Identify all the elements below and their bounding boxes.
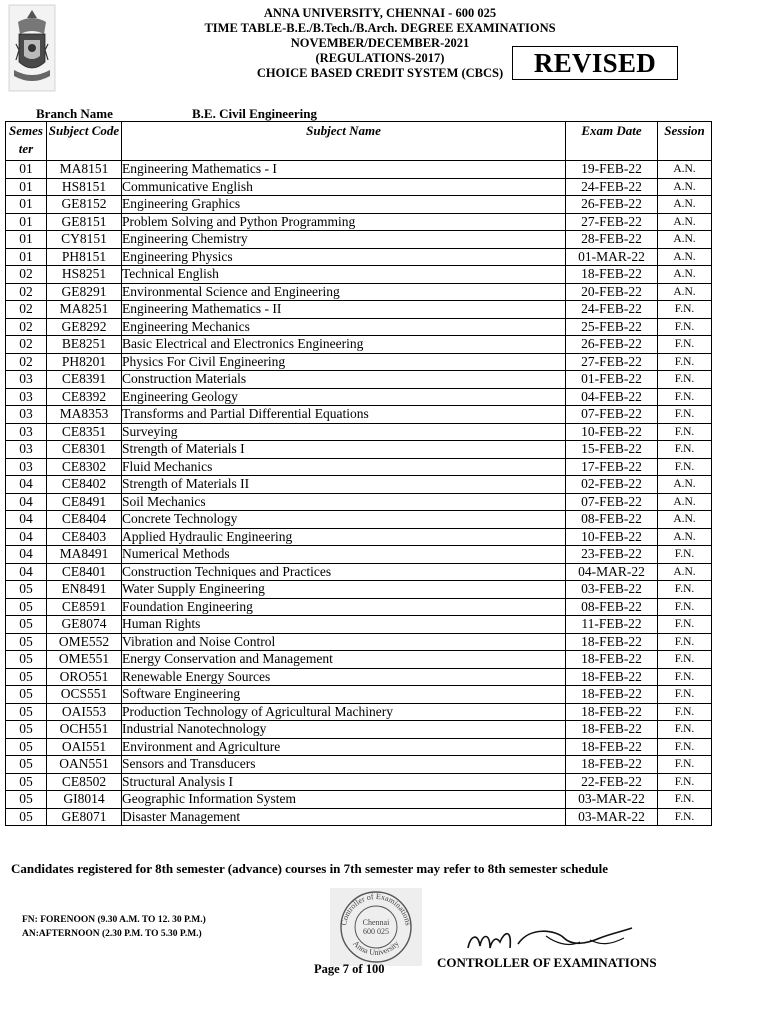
table-row [6,668,712,686]
session-cell: F.N. [658,301,712,319]
subject-code-cell: CE8404 [47,511,122,529]
session-cell: F.N. [658,458,712,476]
subject-code-header: Subject Code [47,122,122,161]
exam-date-header: Exam Date [566,122,658,161]
session-cell: F.N. [658,318,712,336]
timetable-title: TIME TABLE-B.E./B.Tech./B.Arch. DEGREE EXAMINATIONS [204,21,556,35]
advance-courses-note: Candidates registered for 8th semester (advance) courses in 7th semester may refer to 8th semester schedule [11,861,609,876]
table-row [6,773,712,791]
session-cell: F.N. [658,686,712,704]
exam-date-cell: 02-FEB-22 [566,476,658,494]
subject-name-cell: Structural Analysis I [122,773,566,791]
semester-cell: 05 [6,756,47,774]
revised-box: REVISED [512,46,678,80]
semester-cell: 05 [6,808,47,826]
exam-date-cell: 18-FEB-22 [566,633,658,651]
table-row [6,563,712,581]
subject-name-cell: Technical English [122,266,566,284]
table-row [6,616,712,634]
subject-code-cell: CE8591 [47,598,122,616]
semester-cell: 03 [6,406,47,424]
subject-name-cell: Basic Electrical and Electronics Engineering [122,336,566,354]
session-cell: F.N. [658,738,712,756]
semester-cell: 05 [6,686,47,704]
subject-code-cell: EN8491 [47,581,122,599]
exam-date-cell: 03-MAR-22 [566,808,658,826]
semester-cell: 03 [6,371,47,389]
table-row [6,196,712,214]
exam-date-cell: 18-FEB-22 [566,721,658,739]
subject-code-cell: GE8071 [47,808,122,826]
session-cell: F.N. [658,371,712,389]
exam-date-cell: 03-MAR-22 [566,791,658,809]
table-row [6,738,712,756]
exam-date-cell: 11-FEB-22 [566,616,658,634]
exam-date-cell: 25-FEB-22 [566,318,658,336]
subject-code-cell: PH8151 [47,248,122,266]
subject-code-cell: CE8502 [47,773,122,791]
session-cell: A.N. [658,266,712,284]
subject-name-cell: Strength of Materials II [122,476,566,494]
subject-name-cell: Environmental Science and Engineering [122,283,566,301]
table-row [6,581,712,599]
subject-code-cell: GI8014 [47,791,122,809]
subject-name-cell: Geographic Information System [122,791,566,809]
subject-code-cell: GE8292 [47,318,122,336]
subject-code-cell: GE8151 [47,213,122,231]
table-row [6,546,712,564]
subject-name-cell: Sensors and Transducers [122,756,566,774]
subject-code-cell: HS8151 [47,178,122,196]
semester-cell: 03 [6,458,47,476]
semester-cell: 02 [6,283,47,301]
subject-name-cell: Engineering Mechanics [122,318,566,336]
semester-cell: 05 [6,651,47,669]
exam-date-cell: 26-FEB-22 [566,336,658,354]
semester-cell: 01 [6,213,47,231]
table-row [6,721,712,739]
exam-date-cell: 23-FEB-22 [566,546,658,564]
table-row [6,423,712,441]
subject-name-cell: Construction Materials [122,371,566,389]
subject-name-cell: Engineering Chemistry [122,231,566,249]
table-row [6,283,712,301]
subject-name-cell: Human Rights [122,616,566,634]
branch-name-value: B.E. Civil Engineering [192,106,317,121]
subject-name-cell: Transforms and Partial Differential Equations [122,406,566,424]
subject-code-cell: ORO551 [47,668,122,686]
semester-cell: 04 [6,476,47,494]
subject-name-cell: Disaster Management [122,808,566,826]
session-cell: F.N. [658,388,712,406]
subject-code-cell: MA8491 [47,546,122,564]
exam-date-cell: 04-FEB-22 [566,388,658,406]
subject-code-cell: CE8402 [47,476,122,494]
semester-header: Semes ter [6,122,47,161]
session-cell: F.N. [658,773,712,791]
subject-name-cell: Energy Conservation and Management [122,651,566,669]
exam-date-cell: 18-FEB-22 [566,668,658,686]
subject-code-cell: OAI553 [47,703,122,721]
semester-cell: 03 [6,441,47,459]
table-row [6,248,712,266]
session-cell: A.N. [658,528,712,546]
subject-name-cell: Physics For Civil Engineering [122,353,566,371]
exam-date-cell: 18-FEB-22 [566,703,658,721]
table-row [6,598,712,616]
session-cell: F.N. [658,336,712,354]
table-row [6,406,712,424]
subject-code-cell: MA8353 [47,406,122,424]
table-row [6,756,712,774]
subject-name-cell: Engineering Graphics [122,196,566,214]
university-emblem [8,4,56,92]
subject-name-cell: Concrete Technology [122,511,566,529]
exam-date-cell: 24-FEB-22 [566,301,658,319]
session-cell: F.N. [658,581,712,599]
subject-code-cell: HS8251 [47,266,122,284]
semester-cell: 04 [6,563,47,581]
table-row [6,301,712,319]
subject-name-cell: Strength of Materials I [122,441,566,459]
session-cell: F.N. [658,651,712,669]
semester-cell: 04 [6,528,47,546]
semester-cell: 05 [6,773,47,791]
session-cell: A.N. [658,511,712,529]
session-cell: F.N. [658,546,712,564]
exam-date-cell: 19-FEB-22 [566,161,658,179]
subject-name-cell: Engineering Physics [122,248,566,266]
exam-date-cell: 24-FEB-22 [566,178,658,196]
subject-name-cell: Foundation Engineering [122,598,566,616]
exam-date-cell: 18-FEB-22 [566,756,658,774]
table-row [6,476,712,494]
semester-cell: 02 [6,318,47,336]
subject-code-cell: CE8351 [47,423,122,441]
session-cell: F.N. [658,598,712,616]
session-cell: A.N. [658,563,712,581]
subject-name-cell: Production Technology of Agricultural Machinery [122,703,566,721]
regulations: (REGULATIONS-2017) [315,51,445,65]
official-seal [330,888,422,966]
subject-code-cell: OME552 [47,633,122,651]
semester-cell: 04 [6,546,47,564]
subject-name-cell: Software Engineering [122,686,566,704]
semester-cell: 03 [6,423,47,441]
exam-session: NOVEMBER/DECEMBER-2021 [290,36,470,50]
seal-center-line1: Chennai [362,918,390,927]
subject-code-cell: CE8391 [47,371,122,389]
table-row [6,161,712,179]
subject-code-cell: MA8151 [47,161,122,179]
subject-name-cell: Engineering Mathematics - I [122,161,566,179]
semester-cell: 05 [6,598,47,616]
session-cell: A.N. [658,196,712,214]
semester-cell: 02 [6,266,47,284]
table-row [6,703,712,721]
session-cell: F.N. [658,633,712,651]
table-row [6,791,712,809]
subject-code-cell: OAN551 [47,756,122,774]
afternoon-legend: AN:AFTERNOON (2.30 P.M. TO 5.30 P.M.) [22,929,202,939]
semester-cell: 02 [6,301,47,319]
exam-date-cell: 08-FEB-22 [566,511,658,529]
subject-name-cell: Engineering Mathematics - II [122,301,566,319]
exam-date-cell: 18-FEB-22 [566,651,658,669]
exam-date-cell: 26-FEB-22 [566,196,658,214]
branch-name-label: Branch Name [36,106,113,121]
exam-date-cell: 27-FEB-22 [566,213,658,231]
semester-cell: 05 [6,721,47,739]
exam-date-cell: 15-FEB-22 [566,441,658,459]
session-cell: A.N. [658,213,712,231]
university-name: ANNA UNIVERSITY, CHENNAI - 600 025 [263,6,497,20]
table-row [6,178,712,196]
subject-code-cell: GE8152 [47,196,122,214]
session-cell: F.N. [658,423,712,441]
session-cell: F.N. [658,808,712,826]
timetable-table [5,121,712,826]
session-legend [22,913,206,941]
semester-cell: 03 [6,388,47,406]
subject-code-cell: BE8251 [47,336,122,354]
subject-name-cell: Fluid Mechanics [122,458,566,476]
subject-code-cell: OCS551 [47,686,122,704]
subject-code-cell: CE8491 [47,493,122,511]
table-row [6,388,712,406]
controller-title: CONTROLLER OF EXAMINATIONS [437,955,657,970]
table-row [6,808,712,826]
semester-cell: 04 [6,511,47,529]
subject-name-cell: Environment and Agriculture [122,738,566,756]
table-row [6,511,712,529]
exam-date-cell: 22-FEB-22 [566,773,658,791]
subject-code-cell: CE8401 [47,563,122,581]
semester-cell: 05 [6,668,47,686]
seal-top-text: Controller of Examinations [339,891,413,927]
exam-date-cell: 07-FEB-22 [566,493,658,511]
session-cell: A.N. [658,161,712,179]
exam-date-cell: 18-FEB-22 [566,738,658,756]
table-row [6,336,712,354]
table-row [6,633,712,651]
session-cell: F.N. [658,721,712,739]
exam-date-cell: 03-FEB-22 [566,581,658,599]
signature [460,918,636,960]
exam-date-cell: 07-FEB-22 [566,406,658,424]
table-row [6,318,712,336]
subject-code-cell: MA8251 [47,301,122,319]
subject-name-cell: Applied Hydraulic Engineering [122,528,566,546]
table-row [6,686,712,704]
session-cell: A.N. [658,231,712,249]
semester-cell: 01 [6,161,47,179]
table-row [6,353,712,371]
subject-name-cell: Industrial Nanotechnology [122,721,566,739]
subject-code-cell: OAI551 [47,738,122,756]
subject-code-cell: CY8151 [47,231,122,249]
session-cell: A.N. [658,476,712,494]
exam-date-cell: 10-FEB-22 [566,423,658,441]
table-row [6,528,712,546]
exam-date-cell: 27-FEB-22 [566,353,658,371]
semester-cell: 01 [6,196,47,214]
subject-name-cell: Vibration and Noise Control [122,633,566,651]
exam-date-cell: 10-FEB-22 [566,528,658,546]
page-number: Page 7 of 100 [314,962,385,976]
table-row [6,266,712,284]
subject-code-cell: CE8392 [47,388,122,406]
session-cell: A.N. [658,248,712,266]
semester-cell: 02 [6,336,47,354]
table-row [6,651,712,669]
subject-name-cell: Problem Solving and Python Programming [122,213,566,231]
table-row [6,213,712,231]
exam-date-cell: 01-MAR-22 [566,248,658,266]
credit-system: CHOICE BASED CREDIT SYSTEM (CBCS) [256,66,504,80]
semester-cell: 02 [6,353,47,371]
subject-name-cell: Engineering Geology [122,388,566,406]
subject-name-header: Subject Name [122,122,566,161]
subject-name-cell: Communicative English [122,178,566,196]
semester-cell: 05 [6,791,47,809]
session-cell: F.N. [658,406,712,424]
subject-code-cell: CE8301 [47,441,122,459]
timetable-body [6,161,712,826]
session-cell: A.N. [658,178,712,196]
semester-cell: 01 [6,231,47,249]
exam-date-cell: 04-MAR-22 [566,563,658,581]
semester-cell: 01 [6,248,47,266]
table-row [6,231,712,249]
session-cell: F.N. [658,616,712,634]
session-cell: F.N. [658,353,712,371]
forenoon-legend: FN: FORENOON (9.30 A.M. TO 12. 30 P.M.) [22,915,206,925]
exam-date-cell: 17-FEB-22 [566,458,658,476]
table-row [6,458,712,476]
exam-date-cell: 08-FEB-22 [566,598,658,616]
exam-date-cell: 01-FEB-22 [566,371,658,389]
session-cell: F.N. [658,668,712,686]
subject-code-cell: GE8291 [47,283,122,301]
semester-cell: 05 [6,738,47,756]
subject-code-cell: CE8302 [47,458,122,476]
semester-cell: 05 [6,633,47,651]
session-cell: F.N. [658,703,712,721]
subject-name-cell: Soil Mechanics [122,493,566,511]
seal-center-line2: 600 025 [363,927,389,936]
subject-code-cell: OCH551 [47,721,122,739]
semester-cell: 04 [6,493,47,511]
table-row [6,371,712,389]
session-cell: F.N. [658,441,712,459]
subject-name-cell: Construction Techniques and Practices [122,563,566,581]
semester-cell: 05 [6,616,47,634]
semester-cell: 05 [6,703,47,721]
subject-code-cell: OME551 [47,651,122,669]
exam-date-cell: 28-FEB-22 [566,231,658,249]
subject-code-cell: PH8201 [47,353,122,371]
subject-name-cell: Numerical Methods [122,546,566,564]
subject-name-cell: Renewable Energy Sources [122,668,566,686]
session-cell: A.N. [658,493,712,511]
session-header: Session [658,122,712,161]
table-header-row [6,122,712,161]
seal-bottom-text: Anna University [351,938,401,958]
subject-code-cell: GE8074 [47,616,122,634]
semester-cell: 01 [6,178,47,196]
subject-name-cell: Water Supply Engineering [122,581,566,599]
session-cell: F.N. [658,791,712,809]
exam-date-cell: 18-FEB-22 [566,266,658,284]
subject-name-cell: Surveying [122,423,566,441]
subject-code-cell: CE8403 [47,528,122,546]
session-cell: F.N. [658,756,712,774]
table-row [6,493,712,511]
exam-date-cell: 18-FEB-22 [566,686,658,704]
semester-cell: 05 [6,581,47,599]
session-cell: A.N. [658,283,712,301]
table-row [6,441,712,459]
exam-date-cell: 20-FEB-22 [566,283,658,301]
